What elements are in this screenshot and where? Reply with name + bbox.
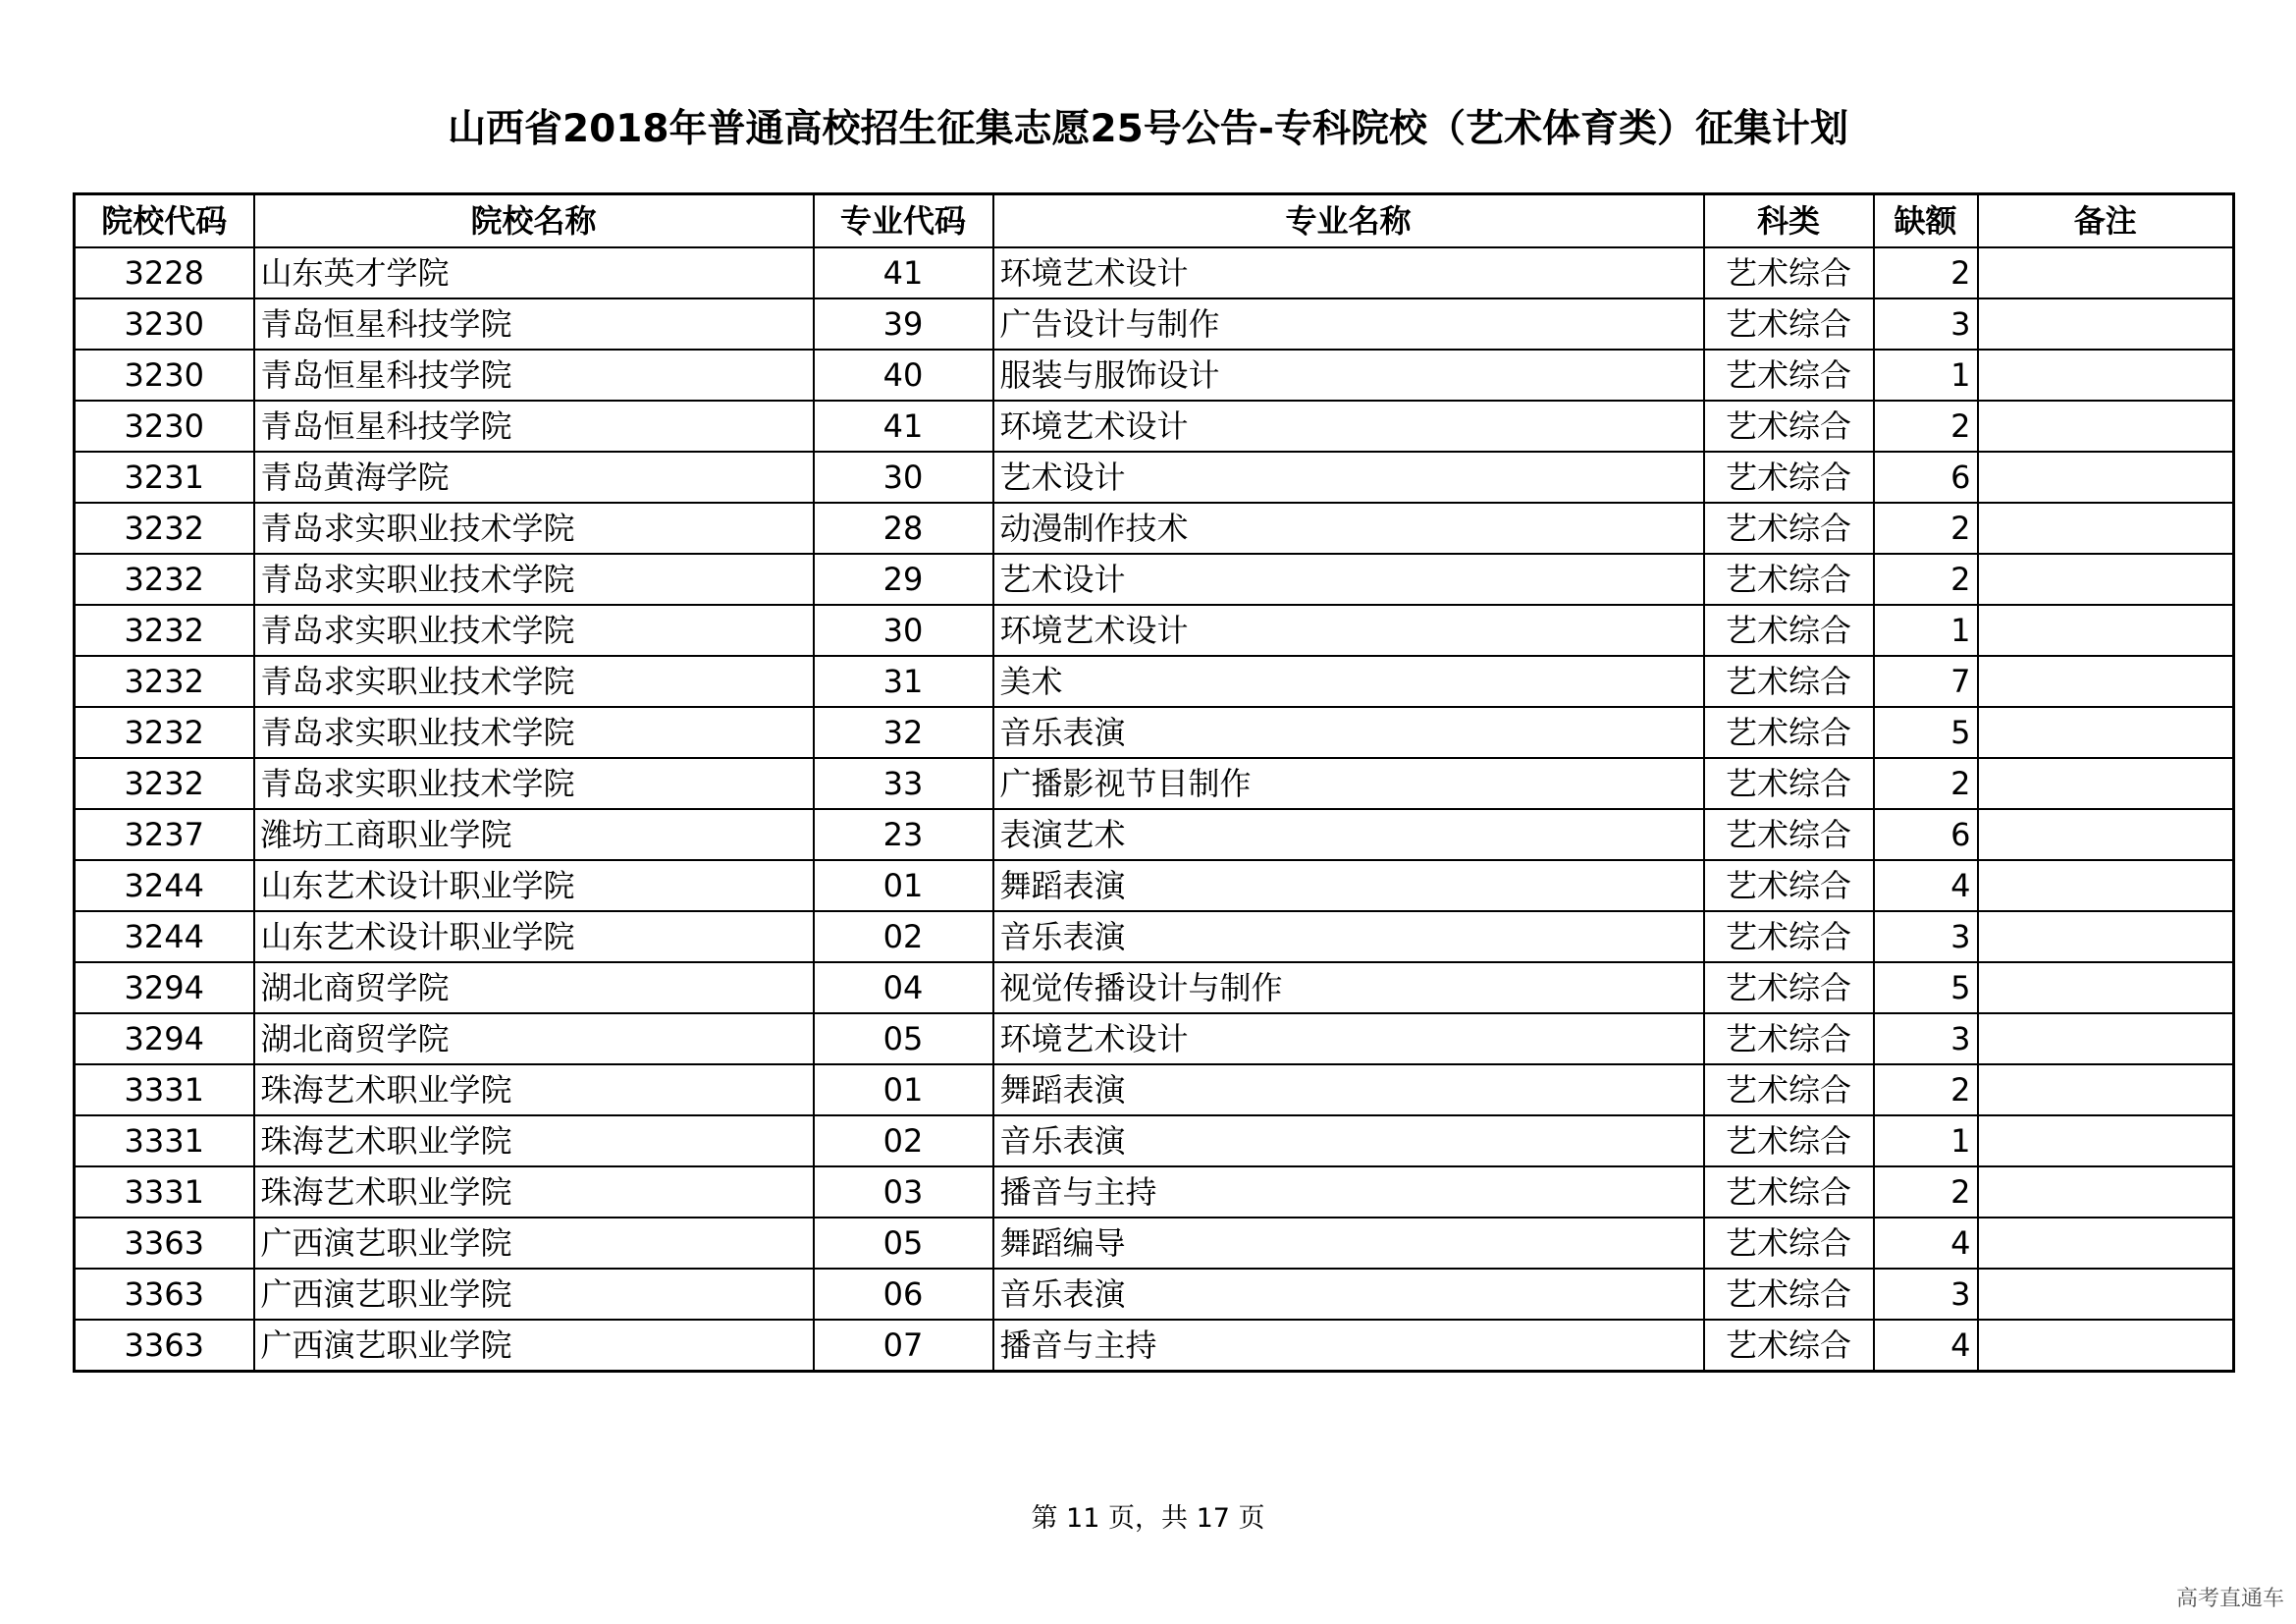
cell-quota: 2 — [1874, 247, 1978, 298]
cell-school-name: 珠海艺术职业学院 — [254, 1064, 814, 1115]
cell-school-code: 3230 — [75, 298, 254, 350]
cell-quota: 3 — [1874, 298, 1978, 350]
cell-major-code: 30 — [814, 605, 993, 656]
cell-quota: 2 — [1874, 503, 1978, 554]
cell-category: 艺术综合 — [1704, 1013, 1874, 1064]
cell-major-code: 07 — [814, 1320, 993, 1372]
table-row — [75, 247, 2234, 298]
cell-category: 艺术综合 — [1704, 656, 1874, 707]
cell-school-name: 青岛求实职业技术学院 — [254, 656, 814, 707]
cell-major-name: 服装与服饰设计 — [993, 350, 1704, 401]
cell-quota: 4 — [1874, 1320, 1978, 1372]
cell-category: 艺术综合 — [1704, 1320, 1874, 1372]
cell-category: 艺术综合 — [1704, 1115, 1874, 1166]
cell-major-name: 音乐表演 — [993, 1269, 1704, 1320]
cell-major-name: 舞蹈编导 — [993, 1218, 1704, 1269]
cell-school-name: 青岛求实职业技术学院 — [254, 554, 814, 605]
cell-major-name: 广告设计与制作 — [993, 298, 1704, 350]
cell-remark — [1978, 656, 2234, 707]
table-header-row — [75, 194, 2234, 248]
table-row — [75, 554, 2234, 605]
header-remark: 备注 — [1978, 194, 2234, 248]
table-row — [75, 1166, 2234, 1218]
cell-major-name: 美术 — [993, 656, 1704, 707]
cell-category: 艺术综合 — [1704, 605, 1874, 656]
cell-quota: 1 — [1874, 1115, 1978, 1166]
cell-major-name: 视觉传播设计与制作 — [993, 962, 1704, 1013]
cell-quota: 2 — [1874, 758, 1978, 809]
cell-quota: 2 — [1874, 554, 1978, 605]
cell-school-name: 青岛黄海学院 — [254, 452, 814, 503]
cell-category: 艺术综合 — [1704, 298, 1874, 350]
cell-school-name: 湖北商贸学院 — [254, 962, 814, 1013]
cell-major-code: 01 — [814, 860, 993, 911]
cell-major-code: 29 — [814, 554, 993, 605]
cell-school-code: 3228 — [75, 247, 254, 298]
table-row — [75, 298, 2234, 350]
cell-remark — [1978, 401, 2234, 452]
cell-category: 艺术综合 — [1704, 1064, 1874, 1115]
cell-category: 艺术综合 — [1704, 758, 1874, 809]
cell-school-code: 3232 — [75, 707, 254, 758]
cell-quota: 4 — [1874, 1218, 1978, 1269]
cell-remark — [1978, 1320, 2234, 1372]
cell-school-name: 珠海艺术职业学院 — [254, 1115, 814, 1166]
cell-major-name: 环境艺术设计 — [993, 605, 1704, 656]
cell-remark — [1978, 962, 2234, 1013]
cell-school-code: 3331 — [75, 1166, 254, 1218]
cell-quota: 6 — [1874, 809, 1978, 860]
table-row — [75, 1269, 2234, 1320]
cell-major-name: 音乐表演 — [993, 911, 1704, 962]
cell-major-name: 艺术设计 — [993, 554, 1704, 605]
header-school-code: 院校代码 — [75, 194, 254, 248]
cell-school-name: 广西演艺职业学院 — [254, 1218, 814, 1269]
cell-major-name: 音乐表演 — [993, 707, 1704, 758]
table-body — [75, 247, 2234, 1372]
cell-school-code: 3363 — [75, 1320, 254, 1372]
table-row — [75, 809, 2234, 860]
cell-major-code: 39 — [814, 298, 993, 350]
cell-school-name: 湖北商贸学院 — [254, 1013, 814, 1064]
cell-quota: 3 — [1874, 1269, 1978, 1320]
cell-category: 艺术综合 — [1704, 911, 1874, 962]
cell-category: 艺术综合 — [1704, 1218, 1874, 1269]
cell-quota: 4 — [1874, 860, 1978, 911]
cell-quota: 5 — [1874, 962, 1978, 1013]
cell-major-name: 环境艺术设计 — [993, 401, 1704, 452]
cell-major-name: 动漫制作技术 — [993, 503, 1704, 554]
cell-school-code: 3244 — [75, 860, 254, 911]
cell-school-code: 3363 — [75, 1269, 254, 1320]
cell-remark — [1978, 554, 2234, 605]
cell-remark — [1978, 1166, 2234, 1218]
cell-quota: 7 — [1874, 656, 1978, 707]
cell-major-name: 音乐表演 — [993, 1115, 1704, 1166]
table-row — [75, 1320, 2234, 1372]
cell-remark — [1978, 1269, 2234, 1320]
cell-school-code: 3237 — [75, 809, 254, 860]
table-row — [75, 1064, 2234, 1115]
cell-major-code: 32 — [814, 707, 993, 758]
table-row — [75, 911, 2234, 962]
cell-major-code: 02 — [814, 911, 993, 962]
cell-category: 艺术综合 — [1704, 452, 1874, 503]
cell-remark — [1978, 605, 2234, 656]
cell-major-code: 33 — [814, 758, 993, 809]
cell-remark — [1978, 1064, 2234, 1115]
cell-school-code: 3231 — [75, 452, 254, 503]
cell-remark — [1978, 1013, 2234, 1064]
cell-category: 艺术综合 — [1704, 1269, 1874, 1320]
cell-category: 艺术综合 — [1704, 860, 1874, 911]
page-number: 第 11 页，共 17 页 — [1031, 1503, 1265, 1534]
cell-category: 艺术综合 — [1704, 1166, 1874, 1218]
cell-major-name: 艺术设计 — [993, 452, 1704, 503]
cell-school-name: 山东英才学院 — [254, 247, 814, 298]
cell-school-name: 青岛求实职业技术学院 — [254, 503, 814, 554]
cell-major-name: 广播影视节目制作 — [993, 758, 1704, 809]
header-quota: 缺额 — [1874, 194, 1978, 248]
cell-school-code: 3230 — [75, 350, 254, 401]
header-major-name: 专业名称 — [993, 194, 1704, 248]
header-category: 科类 — [1704, 194, 1874, 248]
cell-major-name: 播音与主持 — [993, 1166, 1704, 1218]
cell-remark — [1978, 860, 2234, 911]
cell-school-code: 3232 — [75, 554, 254, 605]
cell-quota: 2 — [1874, 1166, 1978, 1218]
header-major-code: 专业代码 — [814, 194, 993, 248]
cell-major-code: 31 — [814, 656, 993, 707]
cell-school-code: 3232 — [75, 503, 254, 554]
table-row — [75, 962, 2234, 1013]
cell-major-code: 41 — [814, 247, 993, 298]
table-row — [75, 350, 2234, 401]
cell-major-name: 舞蹈表演 — [993, 860, 1704, 911]
cell-remark — [1978, 809, 2234, 860]
cell-school-code: 3294 — [75, 1013, 254, 1064]
cell-school-name: 青岛恒星科技学院 — [254, 298, 814, 350]
cell-category: 艺术综合 — [1704, 809, 1874, 860]
cell-remark — [1978, 298, 2234, 350]
cell-quota: 6 — [1874, 452, 1978, 503]
cell-category: 艺术综合 — [1704, 962, 1874, 1013]
cell-category: 艺术综合 — [1704, 350, 1874, 401]
watermark: 高考直通车 — [2175, 1587, 2284, 1611]
cell-major-name: 表演艺术 — [993, 809, 1704, 860]
cell-school-code: 3244 — [75, 911, 254, 962]
cell-major-code: 28 — [814, 503, 993, 554]
cell-school-code: 3232 — [75, 605, 254, 656]
cell-remark — [1978, 247, 2234, 298]
table-row — [75, 452, 2234, 503]
cell-remark — [1978, 503, 2234, 554]
cell-school-code: 3232 — [75, 758, 254, 809]
cell-major-code: 03 — [814, 1166, 993, 1218]
cell-category: 艺术综合 — [1704, 247, 1874, 298]
cell-major-code: 30 — [814, 452, 993, 503]
cell-quota: 3 — [1874, 1013, 1978, 1064]
table-row — [75, 860, 2234, 911]
cell-school-name: 广西演艺职业学院 — [254, 1269, 814, 1320]
cell-school-code: 3230 — [75, 401, 254, 452]
cell-category: 艺术综合 — [1704, 401, 1874, 452]
cell-major-name: 环境艺术设计 — [993, 1013, 1704, 1064]
cell-major-code: 04 — [814, 962, 993, 1013]
cell-quota: 2 — [1874, 401, 1978, 452]
cell-major-name: 播音与主持 — [993, 1320, 1704, 1372]
cell-school-name: 青岛恒星科技学院 — [254, 350, 814, 401]
cell-quota: 2 — [1874, 1064, 1978, 1115]
table-row — [75, 1218, 2234, 1269]
table-row — [75, 605, 2234, 656]
cell-major-name: 环境艺术设计 — [993, 247, 1704, 298]
cell-major-code: 05 — [814, 1013, 993, 1064]
cell-remark — [1978, 758, 2234, 809]
table-row — [75, 1013, 2234, 1064]
cell-category: 艺术综合 — [1704, 707, 1874, 758]
cell-school-name: 青岛恒星科技学院 — [254, 401, 814, 452]
cell-major-code: 05 — [814, 1218, 993, 1269]
table-row — [75, 1115, 2234, 1166]
cell-category: 艺术综合 — [1704, 554, 1874, 605]
table-row — [75, 656, 2234, 707]
cell-major-name: 舞蹈表演 — [993, 1064, 1704, 1115]
cell-school-code: 3294 — [75, 962, 254, 1013]
cell-remark — [1978, 1115, 2234, 1166]
cell-remark — [1978, 350, 2234, 401]
cell-major-code: 06 — [814, 1269, 993, 1320]
cell-major-code: 41 — [814, 401, 993, 452]
header-school-name: 院校名称 — [254, 194, 814, 248]
page-title: 山西省2018年普通高校招生征集志愿25号公告-专科院校（艺术体育类）征集计划 — [447, 107, 1848, 151]
cell-school-name: 广西演艺职业学院 — [254, 1320, 814, 1372]
cell-school-name: 青岛求实职业技术学院 — [254, 758, 814, 809]
cell-remark — [1978, 911, 2234, 962]
cell-quota: 1 — [1874, 350, 1978, 401]
cell-major-code: 23 — [814, 809, 993, 860]
cell-major-code: 40 — [814, 350, 993, 401]
cell-school-name: 珠海艺术职业学院 — [254, 1166, 814, 1218]
cell-school-name: 山东艺术设计职业学院 — [254, 860, 814, 911]
cell-school-code: 3331 — [75, 1115, 254, 1166]
cell-remark — [1978, 452, 2234, 503]
table-row — [75, 503, 2234, 554]
cell-school-name: 山东艺术设计职业学院 — [254, 911, 814, 962]
table-row — [75, 758, 2234, 809]
cell-remark — [1978, 1218, 2234, 1269]
cell-school-name: 青岛求实职业技术学院 — [254, 605, 814, 656]
cell-school-code: 3331 — [75, 1064, 254, 1115]
cell-school-name: 潍坊工商职业学院 — [254, 809, 814, 860]
cell-quota: 5 — [1874, 707, 1978, 758]
enrollment-plan-table — [73, 192, 2235, 1373]
table-row — [75, 707, 2234, 758]
cell-category: 艺术综合 — [1704, 503, 1874, 554]
cell-major-code: 02 — [814, 1115, 993, 1166]
cell-quota: 3 — [1874, 911, 1978, 962]
cell-remark — [1978, 707, 2234, 758]
cell-major-code: 01 — [814, 1064, 993, 1115]
cell-school-code: 3232 — [75, 656, 254, 707]
cell-school-name: 青岛求实职业技术学院 — [254, 707, 814, 758]
table-row — [75, 401, 2234, 452]
cell-school-code: 3363 — [75, 1218, 254, 1269]
cell-quota: 1 — [1874, 605, 1978, 656]
